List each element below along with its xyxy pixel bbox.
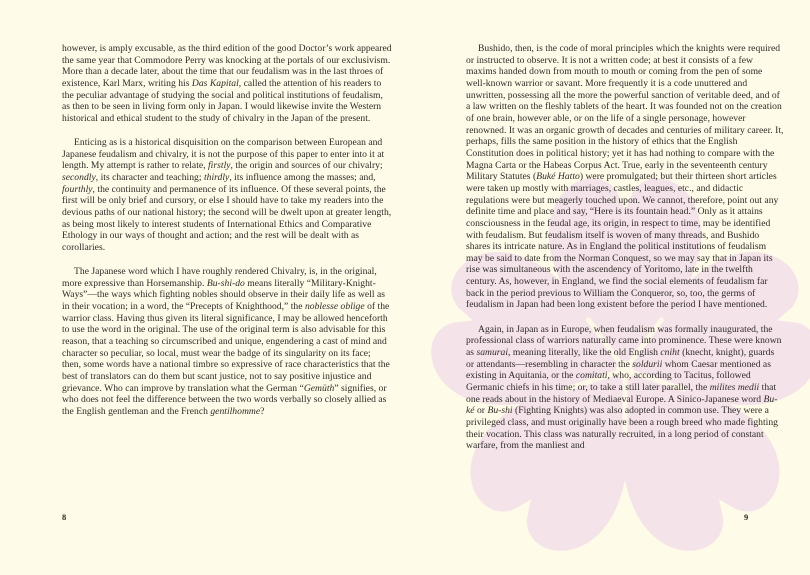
- italic-text: Gemüth: [303, 382, 335, 394]
- italic-text: noblesse oblige: [304, 301, 365, 313]
- text-run: whom Caesar mentioned as existing in Aquitania, or the: [466, 358, 771, 382]
- italic-text: firstly: [208, 160, 231, 172]
- text-run: (knecht, knight), guards or attendants—resembling in character the: [466, 346, 775, 370]
- italic-text: Buké Hatto: [536, 171, 580, 183]
- text-run: , meaning literally, like the old English: [508, 346, 661, 358]
- italic-text: Bu-shi: [487, 405, 513, 417]
- italic-text: secondly: [62, 172, 96, 184]
- text-run: , its character and teaching;: [95, 172, 204, 184]
- text-run: of the warrior class. Having thus given its literal significance, I may be allowed henceforth to use the word in the original. The use of the original term is also advisable for this reason, that a teaching so circumscribed and unique, engendering a cast of mind and character so peculiar, so local, must wear the badge of its singularity on its face; then, some words have a national timbre so expressive of race characteristics that the best of translators can do them but scant justice, not to say positive injustice and grievance. Who can improve by translation what the German “: [62, 301, 390, 394]
- right-page-number: 9: [744, 512, 749, 522]
- italic-text: cniht: [660, 346, 680, 358]
- text-run: ) were promulgated; but their thirteen short articles were taken up mostly with marriages, castles, leagues, etc., and didactic regulations were but meagerly touched upon. We cannot, therefore, point out any definite time and place and say, “Here is its fountain head.” Only as it attains consciousness in the feudal age, its origin, in respect to time, may be identified with feudalism. But feudalism itself is woven of many threads, and Bushido shares its intricate nature. As in England the political institutions of feudalism may be said to date from the Norman Conquest, so we may say that in Japan its rise was simultaneous with the ascendency of Yoritomo, late in the twelfth century. As, however, in England, we find the social elements of feudalism far back in the period previous to William the Conqueror, so, too, the germs of feudalism in Japan had been long existent before the period I have mentioned.: [466, 171, 779, 311]
- italic-text: milites medii: [709, 381, 760, 393]
- text-run: means literally “Military-Knight-Ways”—the ways which fighting nobles should observe in their daily life as well as in their vocation; in a word, the “Precepts of Knighthood,” the: [62, 277, 385, 313]
- text-run: that one reads about in the history of Mediaeval Europe. A Sinico-Japanese word: [466, 381, 777, 405]
- paragraph: [466, 43, 784, 311]
- left-page-number: 8: [62, 512, 67, 522]
- italic-text: gentilhomme: [210, 406, 261, 418]
- italic-text: fourthly: [62, 183, 93, 195]
- text-run: (Fighting Knights) was also adopted in common use. They were a privileged class, and must originally have been a rough breed who made fighting their vocation. This class was naturally recruited, in a long period of constant warfare, from the manliest and: [466, 405, 778, 452]
- italic-text: samurai: [476, 346, 509, 358]
- italic-text: soldurii: [632, 358, 663, 370]
- italic-text: thirdly: [203, 172, 230, 184]
- text-run: The Japanese word which I have roughly rendered Chivalry, is, in the original, more expressive than Horsemanship.: [62, 266, 377, 289]
- italic-text: Bu-ké: [466, 393, 778, 417]
- text-run: , who, according to Tacitus, followed Germanic chiefs in his time; or, to take a still later parallel, the: [466, 370, 751, 393]
- text-run: , its influence among the masses; and,: [229, 172, 376, 184]
- paragraph: [62, 43, 392, 125]
- right-page: [466, 43, 784, 464]
- paragraph: [62, 266, 392, 418]
- left-page: [62, 43, 392, 430]
- text-run: , the origin and sources of our chivalry;: [230, 160, 383, 172]
- text-run: Enticing as is a historical disquisition on the comparison between European and Japanese feudalism and chivalry, it is not the purpose of this paper to enter into it at length. My attempt is rather to relate,: [62, 137, 385, 172]
- italic-text: Bu-shi-do: [206, 277, 245, 289]
- text-run: Again, in Japan as in Europe, when feudalism was formally inaugurated, the professional class of warriors naturally came into prominence. These were known as: [466, 323, 782, 358]
- text-run: Bushido, then, is the code of moral principles which the knights were required or instructed to observe. It is not a written code; at best it consists of a few maxims handed down from mouth to mouth or coming from the pen of some well-known warrior or savant. More frequently it is a code unuttered and unwritten, possessing all the more the powerful sanction of veritable deed, and of a law written on the fleshly tablets of the heart. It was founded not on the creation of one brain, however able, or on the life of a single personage, however renowned. It was an organic growth of decades and centuries of military career. It, perhaps, fills the same position in the history of ethics that the English Constitution does in political history; yet it has had nothing to compare with the Magna Carta or the Habeas Corpus Act. True, early in the seventeenth century Military Statutes (: [466, 43, 784, 183]
- text-run: , called the attention of his readers to the peculiar advantage of studying the social and political institutions of feudalism, as then to be seen in living form only in Japan. I would likewise invite the Western historical and ethical student to the study of chivalry in the Japan of the present.: [62, 77, 383, 124]
- text-run: , the continuity and permanence of its influence. Of these several points, the first will be only brief and cursory, or else I should have to take my readers into the devious paths of our national history; the second will be dwelt upon at greater length, as being most likely to interest students of International Ethics and Comparative Ethology in our ways of thought and action; and the rest will be dealt with as corollaries.: [62, 183, 392, 253]
- text-run: ” signifies, or who does not feel the difference between the two words verbally so closely allied as the English gentleman and the French: [62, 382, 387, 418]
- text-run: or: [474, 405, 488, 417]
- italic-text: Das Kapital: [191, 77, 239, 89]
- paragraph: [466, 324, 784, 452]
- paragraph: [62, 137, 392, 254]
- text-run: however, is amply excusable, as the third edition of the good Doctor’s work appeared the same year that Commodore Perry was knocking at the portals of our exclusivism. More than a decade later, about the time that our feudalism was in the last throes of existence, Karl Marx, writing his: [62, 43, 392, 89]
- text-run: ?: [260, 406, 265, 418]
- italic-text: comitati: [575, 370, 608, 382]
